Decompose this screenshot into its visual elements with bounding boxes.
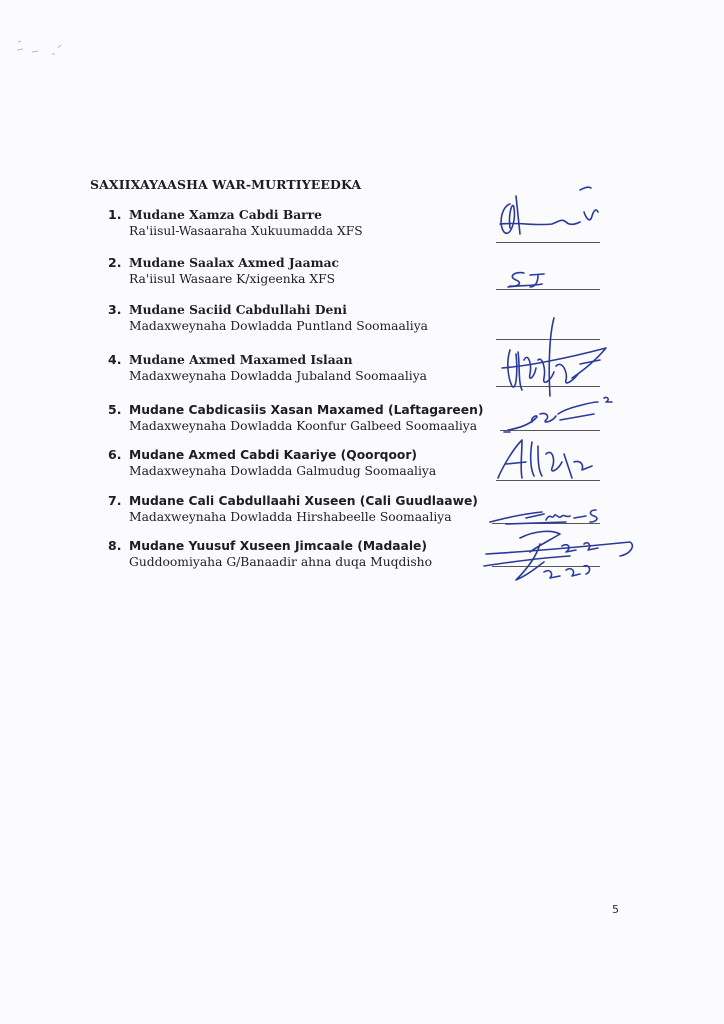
signatory-number: 2. [108, 255, 122, 270]
signatory-name: Mudane Yuusuf Xuseen Jimcaale (Madaale) [129, 539, 428, 553]
signatory-number: 8. [108, 538, 122, 553]
signature-5 [500, 394, 616, 436]
signature-1 [488, 182, 608, 244]
signatory-number: 1. [108, 207, 122, 222]
signatories-heading: SAXIIXAYAASHA WAR-MURTIYEEDKA [90, 177, 362, 192]
signatory-title: Guddoomiyaha G/Banaadir ahna duqa Muqdisho [129, 555, 432, 569]
signatory-name: Mudane Axmed Maxamed Islaan [129, 352, 353, 367]
signatory-title: Ra'iisul-Wasaaraha Xukuumadda XFS [129, 224, 363, 238]
signatory-number: 6. [108, 447, 122, 462]
signatory-name: Mudane Saciid Cabdullahi Deni [129, 302, 347, 317]
signatory-3 [108, 302, 508, 334]
scan-smudge-mark [14, 36, 70, 60]
signatory-number: 5. [108, 402, 122, 417]
signature-2 [500, 265, 560, 295]
signatory-name: Mudane Cali Cabdullaahi Xuseen (Cali Guudlaawe) [129, 494, 478, 508]
signature-6 [492, 434, 604, 482]
signatory-title: Ra'iisul Wasaare K/xigeenka XFS [129, 272, 336, 286]
signatory-number: 7. [108, 493, 122, 508]
signatory-7 [108, 493, 508, 525]
signatory-6 [108, 447, 508, 479]
signatory-1 [108, 207, 508, 239]
signatory-number: 4. [108, 352, 122, 367]
page-number: 5 [612, 903, 619, 916]
signature-3-4 [488, 312, 618, 404]
signatory-number: 3. [108, 302, 122, 317]
signatory-name: Mudane Xamza Cabdi Barre [129, 207, 322, 222]
signatory-title: Madaxweynaha Dowladda Puntland Soomaaliya [129, 319, 428, 333]
signatory-name: Mudane Cabdicasiis Xasan Maxamed (Laftagareen) [129, 403, 484, 417]
signatory-8 [108, 538, 508, 570]
signatory-name: Mudane Saalax Axmed Jaamac [129, 255, 340, 270]
signatory-title: Madaxweynaha Dowladda Jubaland Soomaaliya [129, 369, 427, 383]
signatory-name: Mudane Axmed Cabdi Kaariye (Qoorqoor) [129, 448, 418, 462]
signature-8 [480, 526, 644, 588]
signatory-title: Madaxweynaha Dowladda Hirshabeelle Soomaaliya [129, 510, 452, 524]
signatory-5 [108, 402, 508, 434]
signatory-2 [108, 255, 508, 287]
signatory-title: Madaxweynaha Dowladda Galmudug Soomaaliya [129, 464, 437, 478]
signatory-4 [108, 352, 508, 384]
signatory-title: Madaxweynaha Dowladda Koonfur Galbeed Soomaaliya [129, 419, 478, 433]
